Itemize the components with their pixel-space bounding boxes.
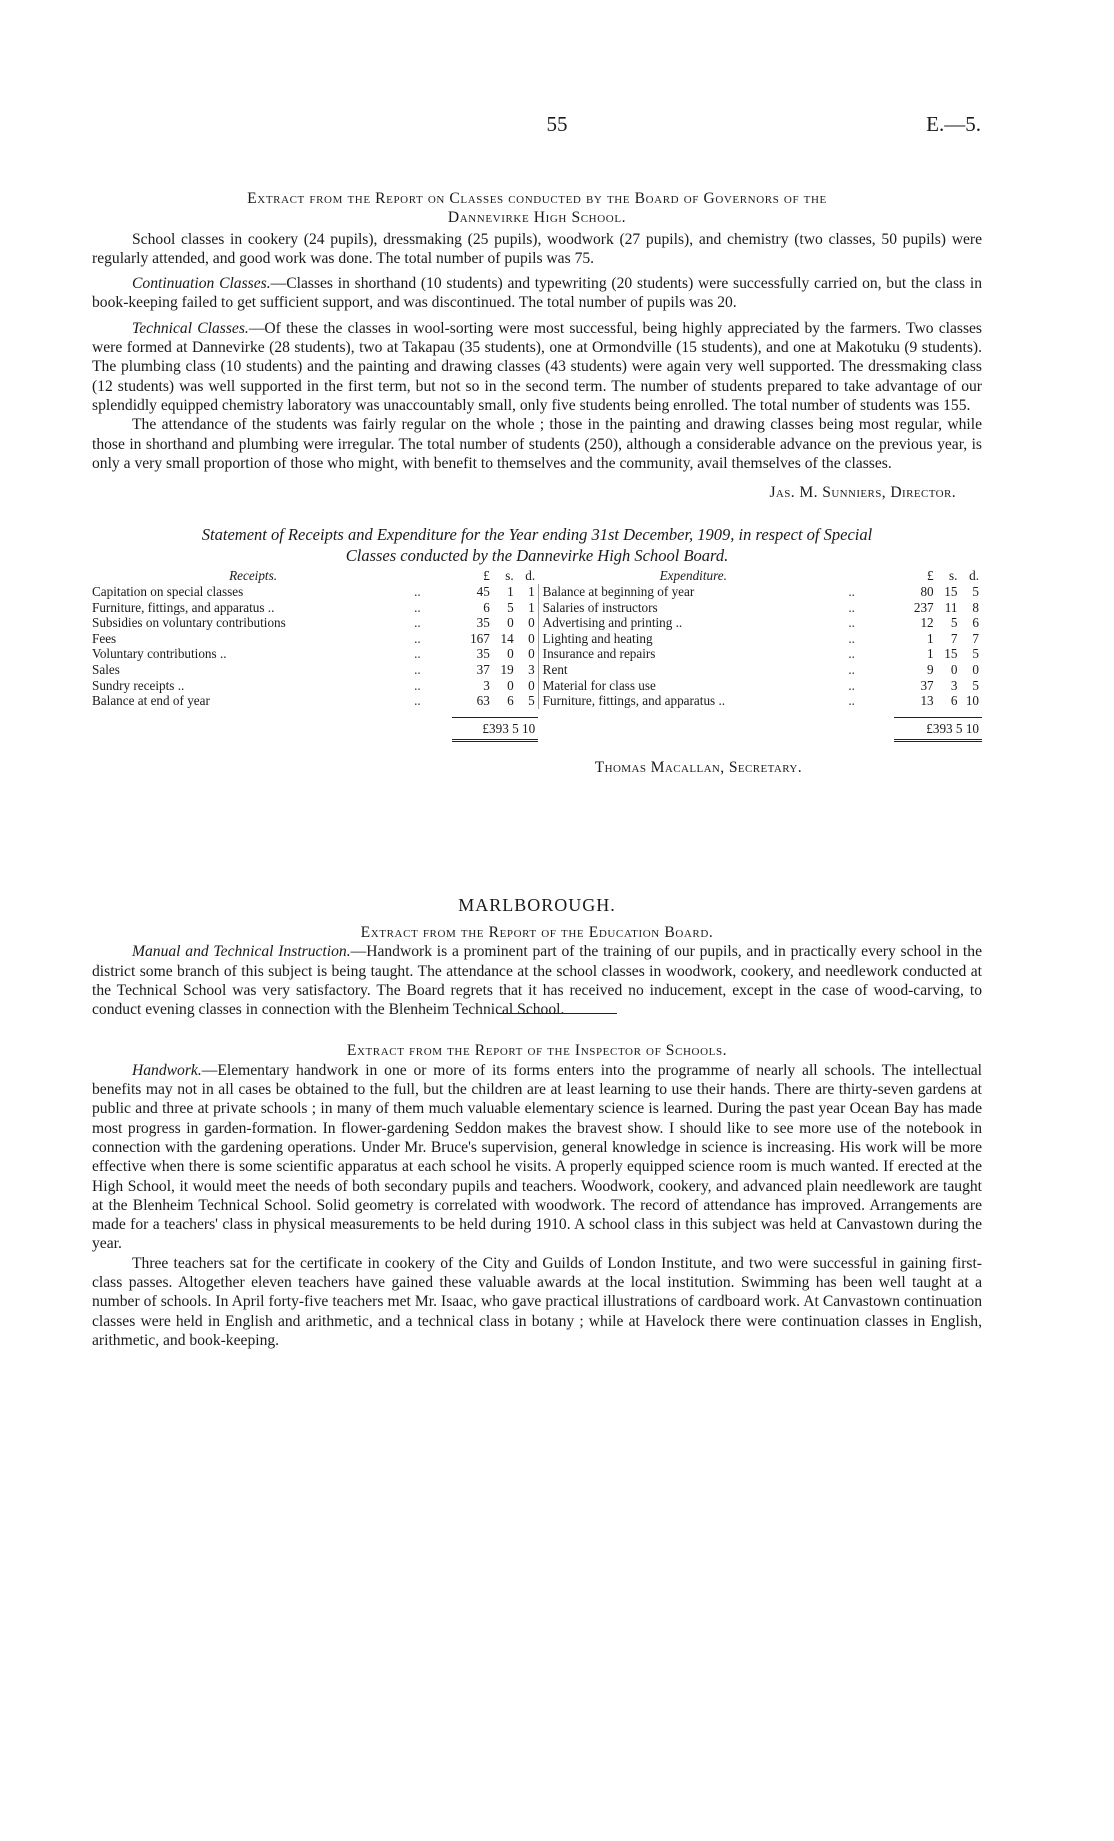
expense-dots: ..	[848, 693, 855, 709]
expense-shillings: 5	[950, 615, 958, 631]
page-number: 55	[546, 112, 568, 136]
receipts-pound-header: £	[483, 568, 490, 584]
receipt-pounds: 3	[483, 677, 490, 693]
marlborough-title: MARLBOROUGH.	[458, 894, 616, 915]
dannevirke-heading-line1: Extract from the Report on Classes conducted by the Board of Governors of the	[247, 190, 827, 207]
receipt-pence: 0	[528, 615, 535, 631]
table-header-row	[92, 568, 982, 584]
receipt-item: Fees	[92, 630, 117, 646]
continuation-classes-text: —Classes in shorthand (10 students) and typewriting (20 students) were successfully carried on, but the class in book-keeping failed to get sufficient support, and was discontinued. The total number of pupils was 20.	[92, 275, 982, 312]
expense-item: Salaries of instructors	[538, 600, 848, 616]
receipt-pounds: 167	[470, 630, 490, 646]
secretary-signature: Thomas Macallan, Secretary.	[594, 759, 802, 777]
table-row	[92, 631, 982, 647]
expense-shillings: 11	[944, 599, 958, 615]
receipts-header: Receipts.	[229, 568, 278, 584]
receipt-item: Balance at end of year	[92, 693, 210, 709]
table-row	[92, 678, 982, 694]
receipts-total: £393 5 10	[452, 717, 538, 741]
expense-pounds: 1	[927, 646, 934, 662]
section-divider	[497, 1013, 617, 1014]
receipt-pounds: 37	[476, 662, 490, 678]
receipt-pence: 1	[528, 599, 535, 615]
cookery-certificate-paragraph: Three teachers sat for the certificate in cookery of the City and Guilds of London Institute, and two were successful in gaining first-class passes. Altogether eleven teachers have gained these valuable awards at the local institution. Swimming has been well taught at a number of schools. In April forty-five teachers met Mr. Isaac, who gave practical illustrations of cardboard work. At Canvastown continuation classes were held in English and arithmetic, and a technical class in botany ; while at Havelock there were continuation classes in English, arithmetic, and book-keeping.	[92, 1254, 982, 1349]
expense-pence: 10	[965, 693, 979, 709]
receipt-pence: 0	[528, 630, 535, 646]
expense-pence: 6	[972, 615, 979, 631]
receipt-dots: ..	[414, 584, 421, 600]
expenditure-pence-header: d.	[969, 568, 979, 584]
receipt-dots: ..	[414, 615, 421, 631]
statement-title-line2: Classes conducted by the Dannevirke High School Board.	[345, 546, 729, 566]
receipt-pounds: 35	[476, 646, 490, 662]
receipt-pence: 5	[528, 693, 535, 709]
table-row	[92, 693, 982, 709]
totals-gap-row	[92, 709, 982, 718]
expense-item: Advertising and printing ..	[538, 615, 848, 631]
receipt-dots: ..	[414, 599, 421, 615]
receipt-pence: 0	[528, 646, 535, 662]
receipt-pence: 1	[528, 584, 535, 600]
expense-item: Lighting and heating	[538, 631, 848, 647]
expense-pounds: 1	[927, 630, 934, 646]
manual-technical-lead: Manual and Technical Instruction.	[132, 943, 351, 961]
receipt-dots: ..	[414, 693, 421, 709]
dannevirke-heading-line2: Dannevirke High School.	[447, 209, 627, 227]
expense-pence: 8	[972, 599, 979, 615]
technical-classes-text: —Of these the classes in wool-sorting were most successful, being highly appreciated by the farmers. Two classes were formed at Dannevirke (28 students), two at Takapau (35 students), one at Ormondville (15 students), and one at Makotuku (9 students). The plumbing class (10 students) and the painting and drawing classes (43 students) were again very well supported. The dressmaking class (12 students) was well supported in the first term, but not so in the second term. The number of students prepared to take advantage of our splendidly equipped chemistry laboratory was unaccountably small, only five students being enrolled. The total number of students was 155.	[92, 319, 983, 414]
receipts-total-spacer	[92, 717, 414, 741]
expenditure-shillings-header: s.	[949, 568, 958, 584]
receipt-item: Subsidies on voluntary contributions	[92, 615, 286, 631]
receipt-pounds: 35	[476, 615, 490, 631]
expense-pounds: 12	[920, 615, 934, 631]
dannevirke-school-classes-paragraph: School classes in cookery (24 pupils), dressmaking (25 pupils), woodwork (27 pupils), and chemistry (two classes, 50 pupils) were regularly attended, and good work was done. The total number of pupils was 75.	[92, 230, 982, 267]
expense-item: Material for class use	[538, 678, 848, 694]
receipt-pence: 3	[528, 662, 535, 678]
totals-row	[92, 717, 982, 741]
inspector-heading: Extract from the Report of the Inspector of Schools.	[346, 1042, 728, 1060]
receipt-item: Sundry receipts ..	[92, 677, 185, 693]
table-row	[92, 615, 982, 631]
receipt-pounds: 63	[476, 693, 490, 709]
expense-shillings: 15	[944, 646, 958, 662]
table-row	[92, 600, 982, 616]
expense-pence: 5	[972, 646, 979, 662]
expense-item: Rent	[538, 662, 848, 678]
receipts-pence-header: d.	[525, 568, 536, 584]
receipt-shillings: 14	[500, 630, 514, 646]
receipt-dots: ..	[414, 630, 421, 646]
expense-pence: 5	[972, 677, 979, 693]
receipt-pounds: 45	[476, 584, 490, 600]
receipt-item: Voluntary contributions ..	[92, 646, 227, 662]
receipt-item: Sales	[92, 662, 120, 678]
dannevirke-continuation-paragraph	[92, 274, 982, 313]
document-reference: E.—5.	[926, 112, 981, 136]
table-row	[92, 584, 982, 600]
expenditure-header: Expenditure.	[659, 568, 727, 584]
table-row	[92, 646, 982, 662]
receipt-pounds: 6	[483, 599, 490, 615]
expense-item: Balance at beginning of year	[538, 584, 848, 600]
expense-shillings: 0	[950, 662, 958, 678]
expense-pounds: 13	[920, 693, 934, 709]
director-signature: Jas. M. Sunniers, Director.	[769, 484, 956, 502]
statement-title-line1: Statement of Receipts and Expenditure for the Year ending 31st December, 1909, in respect of Special	[201, 525, 873, 545]
expense-shillings: 6	[950, 693, 958, 709]
receipt-shillings: 1	[507, 584, 514, 600]
dannevirke-technical-paragraph	[92, 319, 982, 415]
receipts-total-gap	[414, 717, 452, 741]
expense-shillings: 15	[944, 584, 958, 600]
receipt-item: Furniture, fittings, and apparatus ..	[92, 599, 275, 615]
expense-item: Insurance and repairs	[538, 646, 848, 662]
handwork-text: —Elementary handwork in one or more of its forms enters into the programme of nearly all schools. The intellectual benefits may not in all cases be obtained to the full, but the children are at least learning to use their hands. There are thirty-seven gardens at public and three at private schools ; in many of them much valuable elementary science is learned. During the past year Ocean Bay has made most progress in garden-formation. In flower-gardening Seddon makes the bravest show. I should like to see more use of the notebook in connection with the gardening operations. Under Mr. Bruce's supervision, general knowledge in science is increasing. His work will be more effective when there is some scientific apparatus at each school he visits. A properly equipped science room is much wanted. If erected at the High School, it would meet the needs of both secondary pupils and teachers. Woodwork, cookery, and advanced plain needlework are taught at the Blenheim Technical School. Solid geometry is correlated with woodwork. The record of attendance has improved. Arrangements are made for a teachers' class in physical measurements to be held during 1910. A school class in this subject was held at Canvastown during the year.	[92, 1061, 982, 1253]
receipt-dots: ..	[414, 677, 421, 693]
expense-dots: ..	[848, 584, 855, 600]
handwork-lead: Handwork.	[132, 1061, 202, 1079]
receipt-shillings: 0	[507, 615, 514, 631]
receipts-expenditure-table	[92, 568, 982, 742]
manual-technical-paragraph	[92, 942, 982, 1019]
expense-pence: 5	[972, 584, 979, 600]
expenditure-pound-header: £	[927, 568, 934, 584]
receipt-shillings: 5	[507, 599, 514, 615]
expense-dots: ..	[848, 677, 855, 693]
expense-pounds: 237	[913, 599, 934, 615]
receipt-dots: ..	[414, 646, 421, 662]
expense-pounds: 80	[920, 584, 934, 600]
expense-dots: ..	[848, 646, 855, 662]
continuation-classes-lead: Continuation Classes.	[132, 275, 271, 293]
expense-dots: ..	[848, 630, 855, 646]
expense-pence: 7	[972, 630, 979, 646]
expense-dots: ..	[848, 599, 855, 615]
manual-technical-text: —Handwork is a prominent part of the training of our pupils, and in practically every school in the district some branch of this subject is being taught. The attendance at the school classes in woodwork, cookery, and needlework conducted at the Technical School was very satisfactory. The Board regrets that it has received no inducement, except in the case of wood-carving, to conduct evening classes in connection with the Blenheim Technical School.	[92, 943, 982, 1019]
receipt-shillings: 0	[507, 677, 514, 693]
receipt-pence: 0	[528, 677, 535, 693]
expenditure-total-spacer	[538, 717, 848, 741]
education-board-heading: Extract from the Report of the Education Board.	[360, 923, 714, 941]
receipt-shillings: 6	[507, 693, 514, 709]
technical-classes-lead: Technical Classes.	[132, 319, 249, 337]
handwork-paragraph	[92, 1061, 982, 1254]
expenditure-total: £393 5 10	[894, 717, 982, 741]
dannevirke-attendance-paragraph: The attendance of the students was fairly regular on the whole ; those in the painting and drawing classes being most regular, while those in shorthand and plumbing were irregular. The total number of students (250), although a considerable advance on the previous year, is only a very small proportion of those who might, with benefit to themselves and the community, avail themselves of the classes.	[92, 416, 982, 472]
receipt-item: Capitation on special classes	[92, 584, 244, 600]
expense-item: Furniture, fittings, and apparatus ..	[538, 693, 848, 709]
expense-dots: ..	[848, 662, 855, 678]
receipts-shillings-header: s.	[505, 568, 514, 584]
receipt-dots: ..	[414, 662, 421, 678]
expense-shillings: 3	[950, 677, 958, 693]
page-content	[92, 189, 982, 1350]
expense-dots: ..	[848, 615, 855, 631]
expense-pounds: 9	[927, 662, 934, 678]
receipt-shillings: 0	[507, 646, 514, 662]
expense-pence: 0	[972, 662, 979, 678]
expense-pounds: 37	[920, 677, 934, 693]
expenditure-total-gap	[848, 717, 893, 741]
table-row	[92, 662, 982, 678]
expense-shillings: 7	[950, 630, 958, 646]
receipt-shillings: 19	[500, 662, 514, 678]
